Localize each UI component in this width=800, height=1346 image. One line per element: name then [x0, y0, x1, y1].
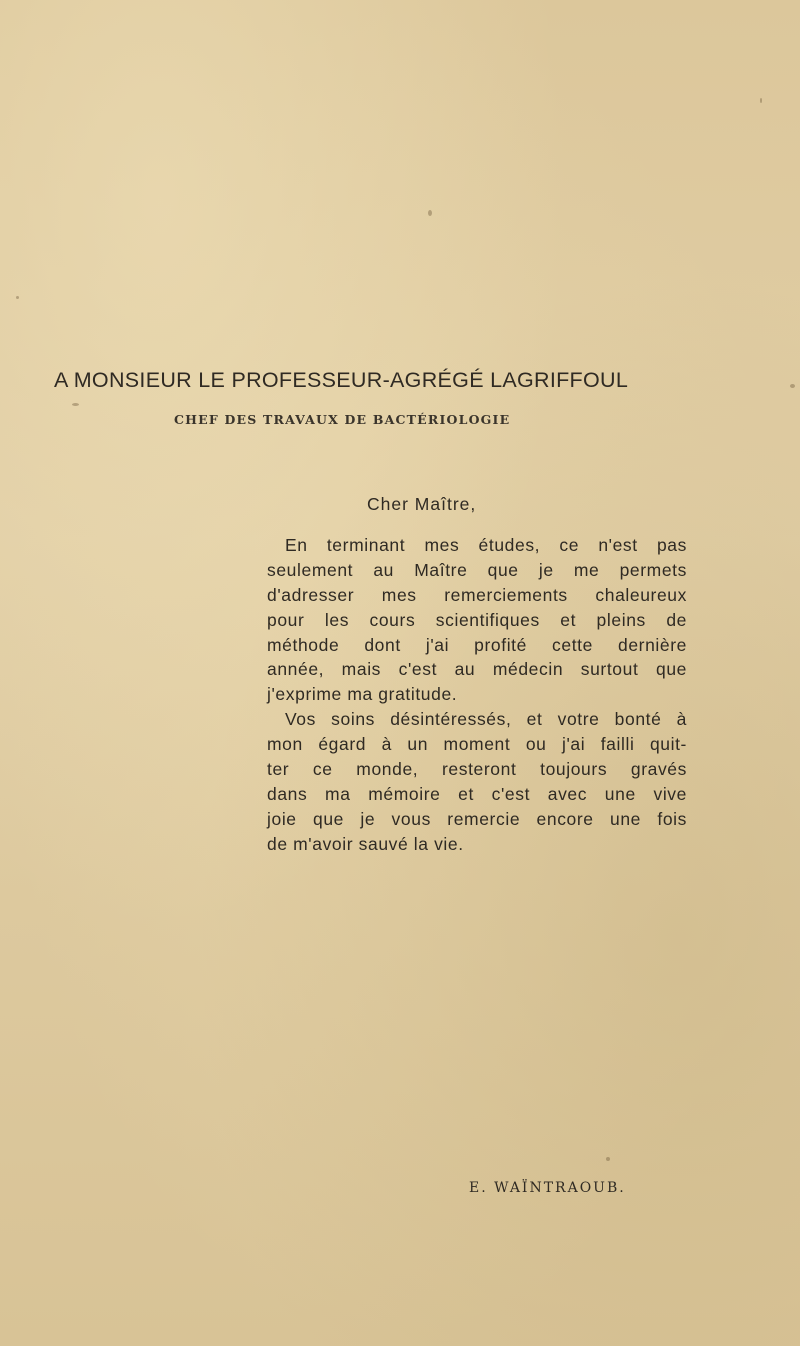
paper-speck [72, 403, 79, 406]
paper-speck [606, 1157, 610, 1161]
paper-speck [760, 98, 762, 103]
letter-line: dans ma mémoire et c'est avec une vive [267, 783, 687, 804]
letter-line: de m'avoir sauvé la vie. [267, 833, 464, 854]
letter-line: année, mais c'est au médecin surtout que [267, 659, 687, 680]
letter-line: pour les cours scientifiques et pleins de [267, 609, 687, 630]
letter-line: d'adresser mes remerciements chaleureux [267, 584, 687, 605]
letter-line: seulement au Maître que je me permets [267, 559, 687, 580]
letter-line: Vos soins désintéressés, et votre bonté à [285, 709, 687, 730]
letter-line: méthode dont j'ai profité cette dernière [267, 634, 687, 655]
signature: E. WAÏNTRAOUB. [469, 1180, 626, 1196]
letter-line: En terminant mes études, ce n'est pas [285, 535, 687, 555]
letter-line: joie que je vous remercie encore une fois [267, 808, 687, 829]
salutation: Cher Maître, [367, 494, 477, 514]
letter-line: j'exprime ma gratitude. [267, 684, 458, 705]
letter-line: ter ce monde, resteront toujours gravés [267, 759, 687, 780]
letter-line: mon égard à un moment ou j'ai failli quit- [267, 734, 687, 755]
dedication-subtitle: CHEF DES TRAVAUX DE BACTÉRIOLOGIE [174, 412, 511, 427]
paper-speck [790, 384, 795, 388]
letter-body [267, 533, 687, 857]
dedication-heading: A MONSIEUR LE PROFESSEUR-AGRÉGÉ LAGRIFFOUL [54, 368, 629, 392]
paper-speck [16, 296, 19, 299]
paper-speck [428, 210, 432, 216]
